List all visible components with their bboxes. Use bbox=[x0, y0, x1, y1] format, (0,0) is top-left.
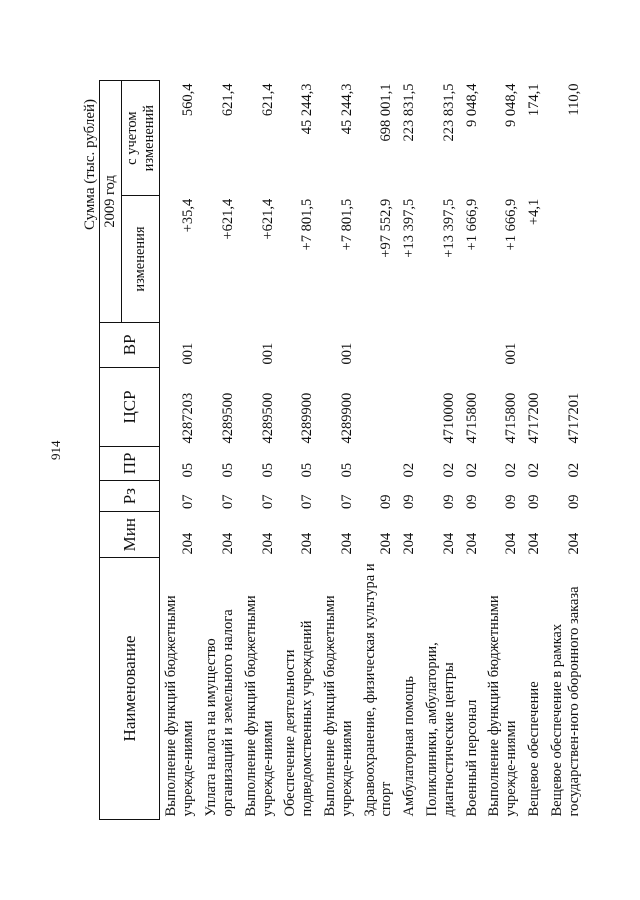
row-csr bbox=[398, 367, 421, 446]
row-csr: 4289900 bbox=[338, 392, 355, 444]
row-csr: 4289500 bbox=[219, 392, 236, 444]
row-name: Здравоохранение, физическая культура и спорт bbox=[361, 563, 395, 817]
row-change: +13 397,5 bbox=[401, 198, 418, 258]
row-rz: 09 bbox=[440, 494, 457, 509]
table-row bbox=[421, 81, 461, 820]
header-name: Наименование bbox=[100, 557, 160, 819]
row-vr bbox=[461, 322, 484, 367]
row-min: 204 bbox=[565, 532, 582, 555]
row-total: 698 001,1 bbox=[378, 83, 395, 142]
row-min: 204 bbox=[440, 532, 457, 555]
row-rz: 07 bbox=[219, 494, 236, 509]
table-row bbox=[319, 81, 359, 820]
header-csr: ЦСР bbox=[100, 367, 160, 446]
row-name: Выполнение функций бюджетными учрежде-ниями bbox=[321, 595, 355, 817]
header-vr: ВР bbox=[100, 322, 160, 367]
row-vr bbox=[523, 322, 546, 367]
row-total: 9 048,4 bbox=[503, 83, 520, 127]
row-vr: 001 bbox=[180, 342, 197, 365]
row-min: 204 bbox=[180, 532, 197, 555]
row-min: 204 bbox=[259, 532, 276, 555]
row-min: 204 bbox=[219, 532, 236, 555]
row-name: Выполнение функций бюджетными учрежде-ниями bbox=[486, 595, 520, 817]
row-name: Военный персонал bbox=[463, 699, 480, 817]
row-rz: 07 bbox=[180, 494, 197, 509]
table-body bbox=[160, 81, 586, 820]
table-row bbox=[523, 81, 546, 820]
row-name: Вещевое обеспечение в рамках государствен-ного оборонного заказа bbox=[548, 586, 582, 817]
row-csr: 4717200 bbox=[526, 392, 543, 444]
row-change: +13 397,5 bbox=[440, 198, 457, 258]
row-csr: 4715800 bbox=[463, 392, 480, 444]
units-caption: Сумма (тыс. рублей) bbox=[82, 98, 98, 230]
row-pr: 02 bbox=[565, 462, 582, 478]
header-pr: ПР bbox=[100, 446, 160, 480]
row-vr: 001 bbox=[259, 342, 276, 365]
row-vr bbox=[421, 322, 461, 367]
row-min: 204 bbox=[338, 532, 355, 555]
row-rz: 09 bbox=[378, 494, 395, 509]
row-vr: 001 bbox=[503, 342, 520, 365]
table-row bbox=[279, 81, 319, 820]
row-name: Поликлиники, амбулатории, диагностические центры bbox=[424, 642, 457, 817]
row-pr: 02 bbox=[503, 462, 520, 478]
row-change: +4,1 bbox=[526, 198, 543, 226]
row-change: +35,4 bbox=[180, 198, 197, 233]
table-row bbox=[240, 81, 280, 820]
table-row bbox=[160, 81, 200, 820]
budget-table bbox=[99, 80, 586, 820]
row-total: 9 048,4 bbox=[463, 83, 480, 127]
row-min: 204 bbox=[401, 532, 418, 555]
row-pr: 05 bbox=[219, 462, 236, 478]
header-with-changes: с учетом изменений bbox=[121, 81, 160, 196]
row-pr: 02 bbox=[463, 462, 480, 478]
row-pr: 05 bbox=[259, 462, 276, 478]
row-csr: 4287203 bbox=[180, 392, 197, 444]
row-min: 204 bbox=[463, 532, 480, 555]
table-row bbox=[398, 81, 421, 820]
row-total: 110,0 bbox=[565, 83, 582, 116]
header-min: Мин bbox=[100, 512, 160, 558]
row-rz: 07 bbox=[338, 494, 355, 509]
row-csr: 4710000 bbox=[440, 392, 457, 444]
row-pr bbox=[359, 446, 399, 480]
row-name: Выполнение функций бюджетными учрежде-ниями bbox=[242, 595, 276, 817]
row-change: +7 801,5 bbox=[299, 198, 316, 251]
table-row bbox=[359, 81, 399, 820]
row-pr: 02 bbox=[401, 462, 418, 478]
row-min: 204 bbox=[299, 532, 316, 555]
header-year: 2009 год bbox=[100, 81, 122, 323]
row-change: +97 552,9 bbox=[378, 198, 395, 258]
row-csr: 4715800 bbox=[503, 392, 520, 444]
row-change: +621,4 bbox=[219, 198, 236, 240]
row-rz: 07 bbox=[299, 494, 316, 509]
header-changes: изменения bbox=[121, 196, 160, 322]
row-change: +1 666,9 bbox=[503, 198, 520, 251]
row-vr: 001 bbox=[338, 342, 355, 365]
row-rz: 09 bbox=[463, 494, 480, 509]
row-name: Выполнение функций бюджетными учрежде-ниями bbox=[163, 595, 197, 817]
row-change: +7 801,5 bbox=[338, 198, 355, 251]
table-row bbox=[483, 81, 523, 820]
row-csr: 4717201 bbox=[565, 392, 582, 444]
row-change bbox=[546, 196, 586, 322]
row-rz: 07 bbox=[259, 494, 276, 509]
table-row bbox=[461, 81, 484, 820]
row-total: 174,1 bbox=[526, 83, 543, 117]
row-vr bbox=[279, 322, 319, 367]
row-total: 223 831,5 bbox=[401, 83, 418, 142]
row-rz: 09 bbox=[526, 494, 543, 509]
row-pr: 05 bbox=[299, 462, 316, 478]
row-total: 45 244,3 bbox=[338, 83, 355, 135]
row-pr: 05 bbox=[338, 462, 355, 478]
row-pr: 05 bbox=[180, 462, 197, 478]
row-vr bbox=[398, 322, 421, 367]
table-row bbox=[200, 81, 240, 820]
row-csr: 4289900 bbox=[299, 392, 316, 444]
row-total: 45 244,3 bbox=[299, 83, 316, 135]
row-name: Обеспечение деятельности подведомственных учреждений bbox=[282, 620, 316, 817]
row-name: Уплата налога на имущество организаций и земельного налога bbox=[203, 609, 236, 817]
row-csr: 4289500 bbox=[259, 392, 276, 444]
row-total: 223 831,5 bbox=[440, 83, 457, 142]
row-min: 204 bbox=[526, 532, 543, 555]
row-vr bbox=[200, 322, 240, 367]
row-total: 560,4 bbox=[180, 83, 197, 117]
table-row bbox=[546, 81, 586, 820]
row-change: +621,4 bbox=[259, 198, 276, 240]
row-change: +1 666,9 bbox=[463, 198, 480, 251]
row-vr bbox=[546, 322, 586, 367]
row-rz: 09 bbox=[503, 494, 520, 509]
page-number: 914 bbox=[48, 440, 63, 460]
row-total: 621,4 bbox=[219, 83, 236, 117]
row-total: 621,4 bbox=[259, 83, 276, 117]
row-vr bbox=[359, 322, 399, 367]
row-pr: 02 bbox=[440, 462, 457, 478]
row-pr: 02 bbox=[526, 462, 543, 478]
row-csr bbox=[359, 367, 399, 446]
row-rz: 09 bbox=[401, 494, 418, 509]
row-rz: 09 bbox=[565, 494, 582, 509]
row-name: Вещевое обеспечение bbox=[526, 681, 543, 817]
row-min: 204 bbox=[503, 532, 520, 555]
header-rz: Рз bbox=[100, 480, 160, 512]
row-name: Амбулаторная помощь bbox=[401, 676, 418, 817]
row-min: 204 bbox=[378, 532, 395, 555]
